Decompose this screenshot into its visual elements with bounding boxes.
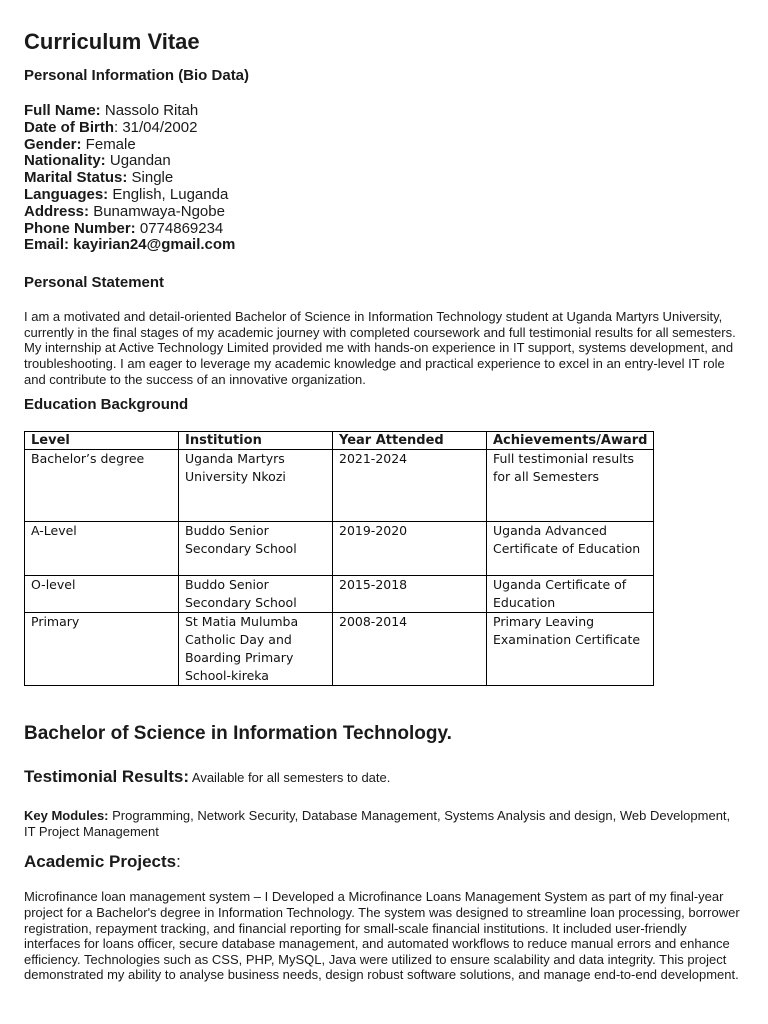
table-row — [25, 613, 654, 686]
academic-projects-label: Academic Projects — [24, 852, 177, 872]
bio-label: Languages: — [24, 185, 109, 203]
cell-year: 2019-2020 — [333, 522, 487, 576]
testimonial-label: Testimonial Results: — [24, 767, 189, 787]
bio-value-email: kayirian24@gmail.com — [69, 236, 236, 254]
bio-value: Bunamwaya-Ngobe — [89, 202, 225, 220]
cell-award: Uganda Certificate of Education — [487, 576, 654, 613]
bio-value: Ugandan — [105, 152, 171, 170]
cell-institution: Buddo Senior Secondary School — [179, 576, 333, 613]
bio-value: Female — [81, 135, 136, 153]
bio-row-date-of-birth — [24, 120, 744, 137]
col-header-year: Year Attended — [333, 432, 487, 450]
education-heading: Education Background — [24, 396, 189, 414]
bio-row-nationality — [24, 153, 744, 170]
cell-level: A-Level — [25, 522, 179, 576]
personal-info-heading: Personal Information (Bio Data) — [24, 67, 250, 84]
cell-year: 2015-2018 — [333, 576, 487, 613]
key-modules-value: Programming, Network Security, Database Management, Systems Analysis and design, Web Development, IT Project Management — [24, 808, 731, 839]
cell-level: Bachelor’s degree — [25, 450, 179, 522]
page-title: Curriculum Vitae — [24, 29, 200, 54]
testimonial-results — [24, 766, 744, 789]
academic-projects-heading — [24, 851, 744, 873]
col-header-award: Achievements/Award — [487, 432, 654, 450]
bio-value: Single — [127, 169, 174, 187]
education-table — [24, 431, 654, 686]
bio-label: Full Name: — [24, 102, 101, 119]
bio-row-full-name — [24, 103, 744, 120]
personal-statement-text: I am a motivated and detail-oriented Bachelor of Science in Information Technology student at Uganda Martyrs University, currently in the final stages of my academic journey with completed coursework and full testimonial results for all semesters. My internship at Active Technology Limited provided me with hands-on experience in IT support, systems development, and troubleshooting. I am eager to leverage my academic knowledge and practical experience to excel in an entry-level IT role and contribute to the success of an innovative organization. — [24, 309, 736, 387]
cell-award: Uganda Advanced Certificate of Education — [487, 522, 654, 576]
bio-label: Date of Birth — [24, 118, 114, 136]
table-row — [25, 450, 654, 522]
key-modules-label: Key Modules: — [24, 808, 109, 824]
bio-value: 0774869234 — [135, 219, 224, 237]
bio-data — [24, 103, 744, 254]
key-modules — [24, 808, 744, 839]
table-header-row — [25, 432, 654, 450]
bio-value: : 31/04/2002 — [114, 118, 198, 136]
cell-year: 2008-2014 — [333, 613, 487, 686]
bio-label: Nationality: — [24, 152, 106, 170]
personal-statement-heading: Personal Statement — [24, 274, 165, 292]
bio-row-address — [24, 204, 744, 221]
bio-label: Phone Number: — [24, 219, 136, 237]
cell-year: 2021-2024 — [333, 450, 487, 522]
table-row — [25, 576, 654, 613]
bio-label: Address: — [24, 202, 90, 220]
degree-heading: Bachelor of Science in Information Technology. — [24, 723, 452, 745]
table-row — [25, 522, 654, 576]
cell-award: Primary Leaving Examination Certificate — [487, 613, 654, 686]
cell-level: Primary — [25, 613, 179, 686]
bio-row-marital-status — [24, 170, 744, 187]
cell-level: O-level — [25, 576, 179, 613]
cell-award: Full testimonial results for all Semesters — [487, 450, 654, 522]
cell-institution: St Matia Mulumba Catholic Day and Boarding Primary School-kireka — [179, 613, 333, 686]
bio-value: English, Luganda — [108, 185, 229, 203]
bio-value: Nassolo Ritah — [100, 102, 199, 119]
cell-institution: Buddo Senior Secondary School — [179, 522, 333, 576]
bio-row-email — [24, 237, 744, 254]
bio-label: Gender: — [24, 135, 82, 153]
col-header-level: Level — [25, 432, 179, 450]
col-header-institution: Institution — [179, 432, 333, 450]
bio-row-phone — [24, 221, 744, 238]
bio-label: Email: — [24, 236, 70, 254]
bio-row-gender — [24, 137, 744, 154]
testimonial-value: Available for all semesters to date. — [189, 770, 391, 786]
bio-label: Marital Status: — [24, 169, 128, 187]
cell-institution: Uganda Martyrs University Nkozi — [179, 450, 333, 522]
academic-projects-colon: : — [176, 852, 181, 872]
bio-row-languages — [24, 187, 744, 204]
academic-projects-text: Microfinance loan management system – I Developed a Microfinance Loans Management System as part of my final-year project for a Bachelor's degree in Information Technology. The system was designed to streamline loan processing, borrower registration, repayment tracking, and financial reporting for small-scale financial institutions. It included user-friendly interfaces for loans officer, secure database management, and automated workflows to reduce manual errors and enhance efficiency. Technologies such as CSS, PHP, MySQL, Java were utilized to ensure scalability and data integrity. This project demonstrated my ability to analyse business needs, design robust software solutions, and manage end-to-end development. — [24, 889, 740, 983]
